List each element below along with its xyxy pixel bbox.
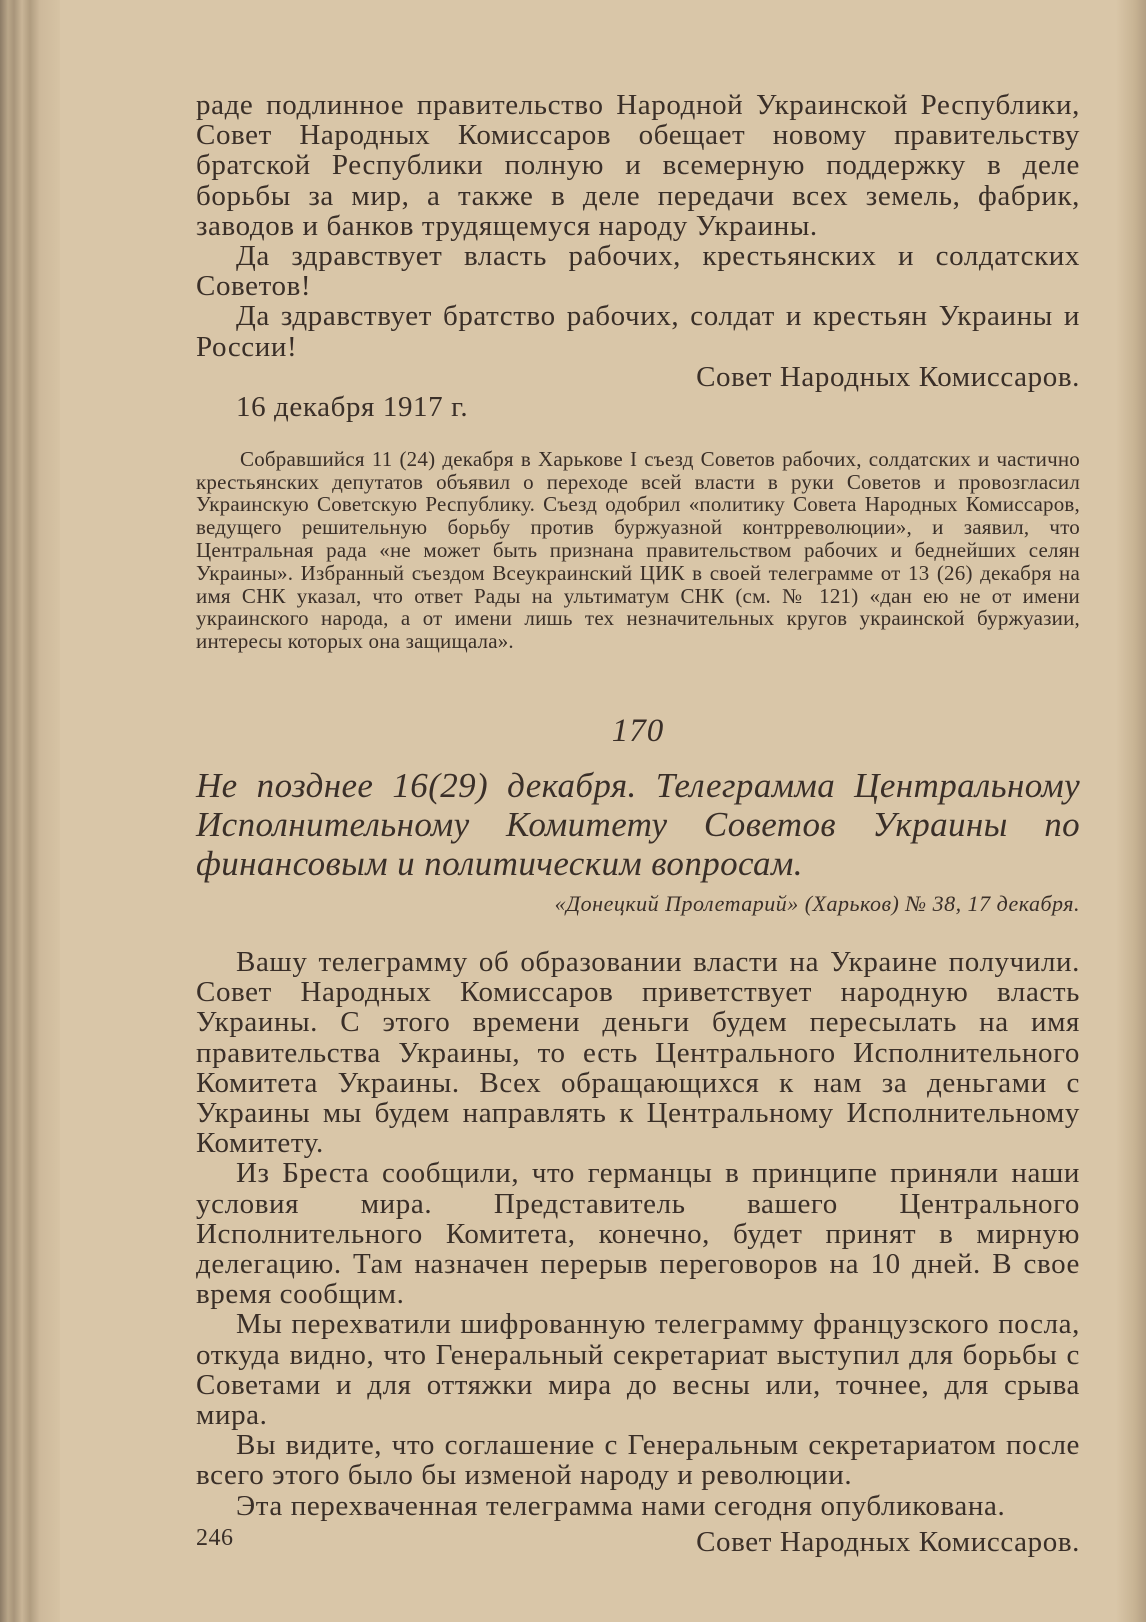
body-paragraph-3: Мы перехватили шифрованную телеграмму французского посла, откуда видно, что Генеральный секретариат выступил для борьбы с Советами и для оттяжки мира до весны или, точнее, для срыва мира.: [196, 1308, 1080, 1432]
top-paragraph: раде подлинное правительство Народной Украинской Республики, Совет Народных Комиссаров обещает новому правительству братской Республики полную и всемерную поддержку в деле борьбы за мир, а также в деле передачи всех земель, фабрик, заводов и банков трудящемуся народу Украины.: [196, 89, 1080, 242]
editorial-note: Собравшийся 11 (24) декабря в Харькове I съезд Советов рабочих, солдатских и частично крестьянских депутатов объявил о переходе всей власти в руки Советов и провозгласил Украинскую Советскую Республику. Съезд одобрил «политику Совета Народных Комиссаров, ведущего решительную борьбу против буржуазной контрреволюции», и заявил, что Центральная рада «не может быть признана правительством рабочих и беднейших селян Украины». Избранный съездом Всеукраинский ЦИК в своей телеграмме от 13 (26) декабря на имя СНК указал, что ответ Рады на ультиматум СНК (см. № 121) «дан ею не от имени украинского народа, а от имени лишь тех незначительных кругов украинской буржуазии, интересы которых она защищала».: [196, 446, 1080, 654]
body-paragraph-2: Из Бреста сообщили, что германцы в принципе приняли наши условия мира. Представитель вашего Центрального Исполнительного Комитета, конечно, будет принят в мирную делегацию. Там назначен перерыв переговоров на 10 дней. В свое время сообщим.: [196, 1157, 1080, 1311]
body-paragraph-4: Вы видите, что соглашение с Генеральным секретариатом после всего этого было бы изменой народу и революции.: [196, 1429, 1080, 1492]
page-right-edge: [1116, 0, 1146, 1622]
document-date: 16 декабря 1917 г.: [236, 390, 469, 423]
book-spine-edge: [0, 0, 60, 1622]
page-content: [196, 90, 1080, 1557]
document-heading: Не позднее 16(29) декабря. Телеграмма Центральному Исполнительному Комитету Советов Украины по финансовым и политическим вопросам.: [196, 766, 1080, 883]
document-number: 170: [611, 713, 665, 749]
signature-first: Совет Народных Комиссаров.: [696, 360, 1080, 393]
signature-second: Совет Народных Комиссаров.: [696, 1525, 1080, 1558]
body-paragraph-5: Эта перехваченная телеграмма нами сегодня опубликована.: [236, 1489, 1006, 1522]
body-paragraph-1: Вашу телеграмму об образовании власти на Украине получили. Совет Народных Комиссаров приветствует народную власть Украины. С этого времени деньги будем пересылать на имя правительства Украины, то есть Центрального Исполнительного Комитета Украины. Всех обращающихся к нам за деньгами с Украины мы будем направлять к Центральному Исполнительному Комитету.: [196, 946, 1080, 1160]
source-reference: «Донецкий Пролетарий» (Харьков) № 38, 17 декабря.: [554, 891, 1080, 916]
page-number: 246: [196, 1525, 234, 1551]
slogan-soviets: Да здравствует власть рабочих, крестьянских и солдатских Советов!: [196, 240, 1080, 303]
slogan-brotherhood: Да здравствует братство рабочих, солдат и крестьян Украины и России!: [196, 300, 1080, 363]
